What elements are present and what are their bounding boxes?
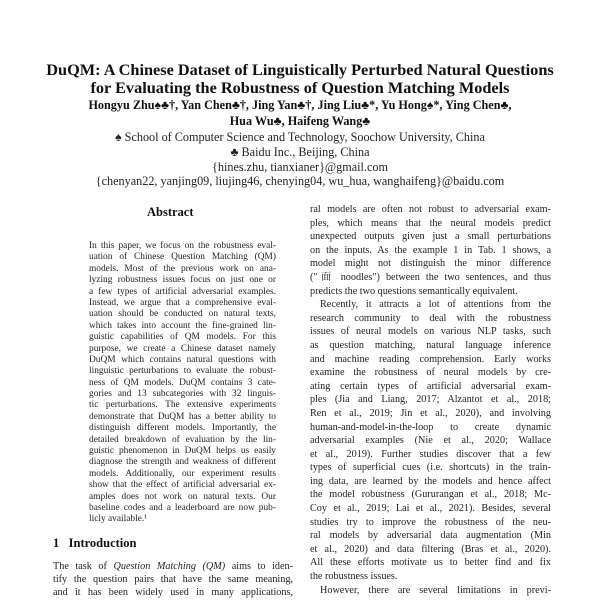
paper-title-line-2: for Evaluating the Robustness of Question Matching Models — [90, 78, 510, 97]
right-column-body — [310, 203, 551, 597]
text-line: Ren et al., 2019; Jin et al., 2020), and involving — [310, 407, 551, 419]
text-line: unexpected outputs given just a small perturbations — [310, 231, 551, 243]
abstract-heading: Abstract — [147, 205, 194, 219]
text-line: demonstrate that DuQM has a better ability to — [89, 411, 276, 422]
text-line: tic perturbations. The extensive experiments — [89, 400, 276, 411]
text-line: ness of QM models. DuQM contains 3 cate- — [89, 377, 276, 388]
text-line: Recently, it attracts a lot of attentions from the — [320, 299, 551, 311]
text-line: Coy et al., 2019; Lai et al., 2021). Besides, several — [310, 503, 551, 515]
text-line: studies try to improve the robustness of the neu- — [310, 516, 551, 528]
text-line: ral models are often not robust to adversarial exam- — [310, 204, 551, 215]
text-line: ples, which means that the neural models predict — [310, 217, 551, 229]
text-line: DuQM which contains natural questions with — [89, 354, 276, 365]
email-gmail: {hines.zhu, tianxianer}@gmail.com — [212, 160, 388, 174]
text-line: ("面 noodles") between the two sentences, and thus — [310, 271, 551, 283]
text-line: ing data, are learned by the models and hence affect — [310, 475, 551, 487]
text-line: licly available.¹ — [89, 514, 147, 525]
text-line: et al., 2020) and data filtering (Bras et al., 2020). — [310, 543, 551, 555]
text-line: et al., 2019). Further studies discover that a few — [310, 448, 551, 460]
text-line: a few types of artificial adversarial examples. — [89, 286, 276, 297]
text-line: gories and 13 subcategories with 32 linguis- — [89, 389, 276, 400]
text-line: and machine reading comprehension. Early works — [310, 353, 551, 365]
paper-title-line-1: DuQM: A Chinese Dataset of Linguistically Perturbed Natural Questions — [46, 60, 554, 79]
affiliation-baidu: ♣ Baidu Inc., Beijing, China — [230, 145, 370, 159]
text-line: guistic capabilities of QM models. For this — [89, 332, 276, 343]
text-line: purpose, we create a Chinese dataset namely — [89, 343, 276, 354]
text-line: show that the effect of artificial adversarial ex- — [89, 480, 276, 491]
text-line: adversarial examples (Nie et al., 2020; Wallace — [310, 435, 551, 447]
text-line: ples (Jia and Liang, 2017; Alzantot et al., 2018; — [310, 394, 551, 406]
introduction-heading: 1 Introduction — [53, 536, 137, 550]
text-line: amples does not work on natural texts. Our — [89, 491, 276, 502]
text-line: The task of Question Matching (QM) aims to iden- — [53, 561, 293, 572]
authors-line-1: Hongyu Zhu♠♣†, Yan Chen♣†, Jing Yan♣†, Jing Liu♣*, Yu Hong♠*, Ying Chen♣, — [88, 98, 512, 112]
text-line: linguistic perturbations to evaluate the robust- — [89, 366, 276, 377]
text-line: on the inputs. As the example 1 in Tab. 1 shows, a — [310, 244, 551, 256]
text-line: ating certain types of artificial adversarial exam- — [310, 380, 551, 392]
text-line: types of superficial cues (i.e. shortcuts) in the train- — [310, 462, 551, 474]
text-line: ral models by adversarial data augmentation (Min — [310, 530, 551, 542]
text-line: the robustness issues. — [310, 571, 398, 583]
affiliation-soochow: ♠ School of Computer Science and Technology, Soochow University, China — [115, 130, 485, 144]
text-line: diagnose the strength and weakness of different — [89, 457, 276, 468]
text-line: human-and-model-in-the-loop to create dynamic — [310, 421, 551, 433]
email-baidu: {chenyan22, yanjing09, liujing46, chenying04, wu_hua, wanghaifeng}@baidu.com — [95, 174, 505, 188]
text-line: research community to deal with the robustness — [310, 312, 551, 324]
text-line: predicts the two questions semantically equivalent. — [310, 285, 518, 297]
authors-line-2: Hua Wu♣, Haifeng Wang♣ — [229, 114, 371, 128]
text-line: However, there are several limitations in previ- — [320, 584, 551, 596]
text-line: which takes into account the fine-grained lin- — [89, 320, 276, 331]
text-line: lyzing robustness issues focus on just one or — [89, 275, 276, 286]
introduction-body — [53, 560, 293, 599]
text-line: uation should be conducted on natural texts, — [89, 309, 276, 320]
text-line: and it has been widely used in many applications, — [53, 587, 293, 598]
text-line: uation of Chinese Question Matching (QM) — [89, 252, 276, 263]
text-line: the model robustness (Gururangan et al., 2018; Mc- — [310, 489, 551, 501]
text-line: In this paper, we focus on the robustness eval- — [89, 241, 276, 251]
abstract-body — [89, 241, 276, 526]
text-line: guistic phenomenon in DuQM helps us easily — [89, 446, 276, 457]
text-line: model might not distinguish the minor difference — [310, 258, 551, 270]
text-line: issues of neural models on various NLP tasks, such — [310, 326, 551, 338]
text-line: Instead, we argue that a comprehensive eval- — [89, 297, 276, 308]
text-line: examine the robustness of neural models by cre- — [310, 367, 551, 379]
text-line: models. Most of the previous work on ana- — [89, 263, 276, 274]
text-line: models. Additionally, our experiment results — [89, 468, 276, 479]
text-line: baseline codes and a leaderboard are now pub- — [89, 502, 276, 513]
text-line: tify the question pairs that have the same meaning, — [53, 574, 293, 585]
text-line: detailed breakdown of evaluation by the lin- — [89, 434, 276, 445]
text-line: distinguish different models. Importantly, the — [89, 423, 276, 434]
text-line: All these efforts motivate us to better find and fix — [310, 557, 551, 569]
text-line: as question matching, natural language inference — [310, 339, 551, 351]
